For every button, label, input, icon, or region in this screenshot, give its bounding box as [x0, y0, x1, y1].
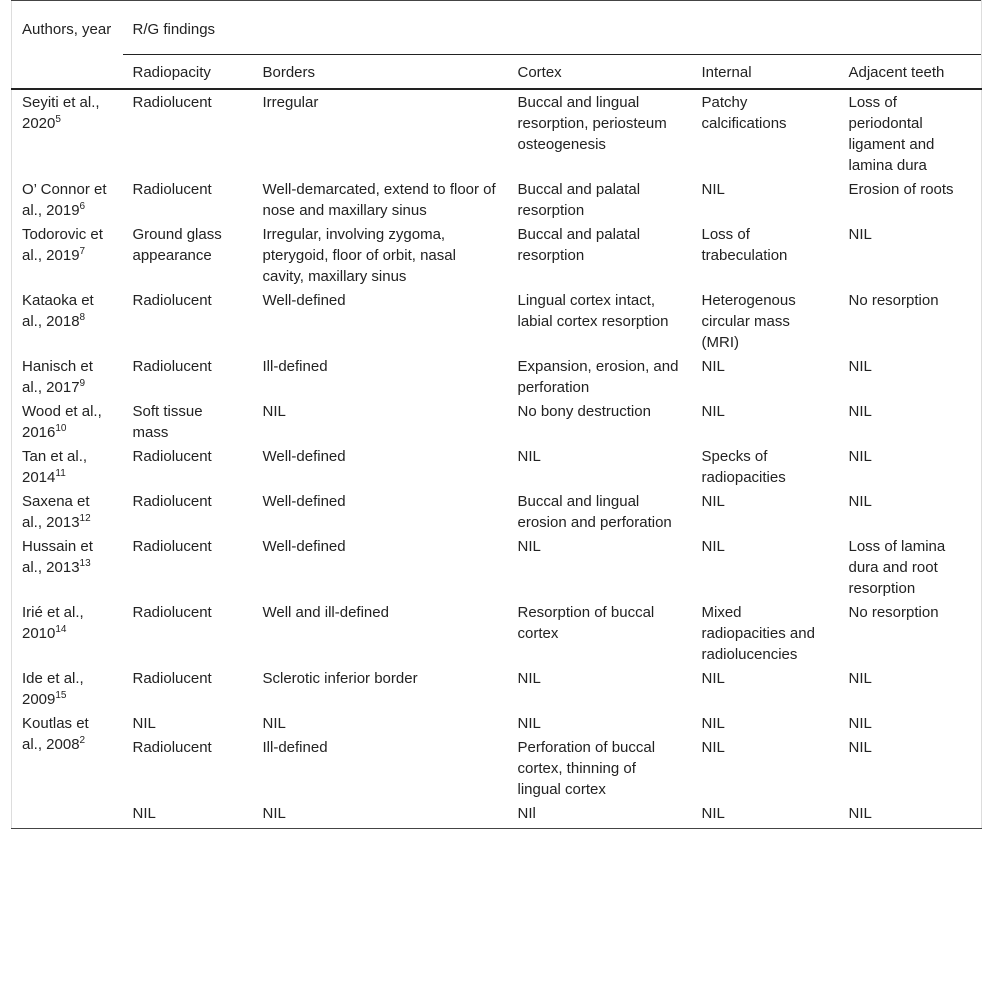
author-cell — [12, 444, 123, 489]
borders-cell: Well-defined — [262, 448, 346, 465]
table-row — [12, 735, 982, 801]
header-borders: Borders — [253, 55, 508, 90]
reference-number: 15 — [55, 690, 67, 701]
borders-cell: Irregular, involving zygoma, pterygoid, floor of orbit, nasal cavity, maxillary sinus — [262, 226, 456, 285]
table-row — [12, 666, 982, 711]
cortex-cell: NIL — [517, 670, 541, 687]
author-text: Hanisch et al., 2017 — [22, 358, 93, 396]
reference-number: 9 — [79, 378, 86, 389]
cortex-cell: Perforation of buccal cortex, thinning of lingual cortex — [517, 739, 656, 798]
header-row-group — [12, 1, 982, 55]
table-row — [12, 177, 982, 222]
author-cell — [12, 600, 123, 666]
table-row — [12, 399, 982, 444]
internal-cell: NIL — [701, 493, 725, 510]
internal-cell: Specks of radiopacities — [701, 448, 786, 486]
cortex-cell: NIL — [517, 538, 541, 555]
radiopacity-cell: Radiolucent — [132, 181, 212, 198]
author-cell — [12, 399, 123, 444]
adjacent-teeth-cell: NIL — [839, 444, 982, 489]
cortex-cell: Expansion, erosion, and perforation — [517, 358, 679, 396]
adjacent-teeth-cell: Loss of lamina dura and root resorption — [839, 534, 982, 600]
table-row — [12, 89, 982, 177]
adjacent-teeth-cell: NIL — [839, 711, 982, 735]
internal-cell: NIL — [692, 801, 839, 829]
header-row-columns — [12, 55, 982, 90]
cortex-cell: No bony destruction — [517, 403, 651, 420]
internal-cell: NIL — [701, 538, 725, 555]
table-row — [12, 444, 982, 489]
author-text: Ide et al., 2009 — [22, 670, 84, 708]
table-row — [12, 600, 982, 666]
findings-table-container — [11, 0, 981, 829]
radiopacity-cell: Radiolucent — [132, 493, 212, 510]
table-row — [12, 534, 982, 600]
radiopacity-cell: Radiolucent — [132, 292, 212, 309]
table-row — [12, 222, 982, 288]
cortex-cell: Resorption of buccal cortex — [517, 604, 655, 642]
internal-cell: Heterogenous circular mass (MRI) — [701, 292, 796, 351]
cortex-cell: Buccal and palatal resorption — [517, 226, 641, 264]
reference-number: 6 — [79, 201, 86, 212]
cortex-cell: Buccal and palatal resorption — [517, 181, 641, 219]
internal-cell: NIL — [701, 715, 725, 732]
cortex-cell: Lingual cortex intact, labial cortex resorption — [517, 292, 669, 330]
reference-number: 13 — [79, 558, 91, 569]
radiopacity-cell: Radiolucent — [132, 670, 212, 687]
reference-number: 8 — [79, 312, 86, 323]
table-body — [12, 89, 982, 829]
table-row — [12, 288, 982, 354]
internal-cell: Mixed radiopacities and radiolucencies — [701, 604, 815, 663]
borders-cell: Well-demarcated, extend to floor of nose and maxillary sinus — [262, 181, 496, 219]
borders-cell: Ill-defined — [262, 358, 328, 375]
author-text: Kataoka et al., 2018 — [22, 292, 94, 330]
internal-cell: NIL — [701, 670, 725, 687]
author-cell — [12, 222, 123, 288]
author-cell — [12, 534, 123, 600]
radiopacity-cell: NIL — [132, 715, 156, 732]
internal-cell: NIL — [701, 358, 725, 375]
adjacent-teeth-cell: NIL — [839, 735, 982, 801]
borders-cell: Well-defined — [262, 538, 346, 555]
internal-cell: NIL — [701, 739, 725, 756]
table-header — [12, 1, 982, 90]
header-cortex: Cortex — [508, 55, 692, 90]
reference-number: 5 — [55, 114, 61, 125]
adjacent-teeth-cell: Loss of periodontal ligament and lamina dura — [839, 89, 982, 177]
author-cell — [12, 177, 123, 222]
reference-number: 7 — [79, 246, 86, 257]
borders-cell: NIL — [262, 715, 286, 732]
radiopacity-cell: Radiolucent — [132, 604, 212, 621]
borders-cell: Irregular — [262, 94, 319, 111]
author-cell — [12, 666, 123, 711]
reference-number: 11 — [55, 468, 66, 479]
internal-cell: Patchy calcifications — [701, 94, 787, 132]
table-row — [12, 711, 982, 735]
borders-cell: NIL — [253, 801, 508, 829]
author-cell — [12, 354, 123, 399]
header-adjacent-teeth: Adjacent teeth — [839, 55, 982, 90]
internal-cell: NIL — [701, 181, 725, 198]
table-row — [12, 354, 982, 399]
header-radiopacity: Radiopacity — [123, 55, 253, 90]
radiopacity-cell: Radiolucent — [132, 538, 212, 555]
adjacent-teeth-cell: NIL — [839, 354, 982, 399]
header-rg-findings: R/G findings — [123, 1, 982, 55]
author-text: O’ Connor et al., 2019 — [22, 181, 107, 219]
header-authors-year: Authors, year — [12, 1, 123, 90]
author-text: Hussain et al., 2013 — [22, 538, 93, 576]
cortex-cell: Buccal and lingual erosion and perforation — [517, 493, 672, 531]
author-text: Irié et al., 2010 — [22, 604, 84, 642]
borders-cell: Well-defined — [262, 292, 346, 309]
adjacent-teeth-cell: NIL — [839, 801, 982, 829]
borders-cell: Ill-defined — [262, 739, 328, 756]
cortex-cell: NIL — [517, 715, 541, 732]
adjacent-teeth-cell: NIL — [839, 222, 982, 288]
author-cell — [12, 711, 123, 829]
author-text: Wood et al., 2016 — [22, 403, 102, 441]
author-text: Todorovic et al., 2019 — [22, 226, 103, 264]
borders-cell: Well-defined — [262, 493, 346, 510]
adjacent-teeth-cell: NIL — [839, 489, 982, 534]
radiopacity-cell: NIL — [123, 801, 253, 829]
header-internal: Internal — [692, 55, 839, 90]
author-text: Tan et al., 2014 — [22, 448, 88, 486]
adjacent-teeth-cell: NIL — [839, 399, 982, 444]
cortex-cell: NIl — [508, 801, 692, 829]
radiopacity-cell: Ground glass appearance — [132, 226, 222, 264]
rg-findings-table — [11, 0, 982, 829]
author-cell — [12, 489, 123, 534]
reference-number: 14 — [55, 624, 67, 635]
table-row — [12, 801, 982, 829]
adjacent-teeth-cell: NIL — [839, 666, 982, 711]
radiopacity-cell: Radiolucent — [132, 358, 212, 375]
cortex-cell: Buccal and lingual resorption, periosteum osteogenesis — [517, 94, 667, 153]
internal-cell: Loss of trabeculation — [701, 226, 788, 264]
table-row — [12, 489, 982, 534]
internal-cell: NIL — [701, 403, 725, 420]
radiopacity-cell: Radiolucent — [132, 94, 212, 111]
borders-cell: Well and ill-defined — [262, 604, 389, 621]
author-text: Koutlas et al., 2008 — [22, 715, 89, 753]
borders-cell: NIL — [262, 403, 286, 420]
radiopacity-cell: Radiolucent — [132, 739, 212, 756]
author-cell — [12, 89, 123, 177]
radiopacity-cell: Radiolucent — [132, 448, 212, 465]
adjacent-teeth-cell: Erosion of roots — [839, 177, 982, 222]
reference-number: 12 — [79, 513, 91, 524]
reference-number: 10 — [55, 423, 67, 434]
radiopacity-cell: Soft tissue mass — [132, 403, 203, 441]
borders-cell: Sclerotic inferior border — [262, 670, 418, 687]
cortex-cell: NIL — [517, 448, 541, 465]
adjacent-teeth-cell: No resorption — [839, 600, 982, 666]
author-text: Saxena et al., 2013 — [22, 493, 90, 531]
author-text: Seyiti et al., 2020 — [22, 94, 100, 132]
reference-number: 2 — [79, 735, 86, 746]
adjacent-teeth-cell: No resorption — [839, 288, 982, 354]
author-cell — [12, 288, 123, 354]
